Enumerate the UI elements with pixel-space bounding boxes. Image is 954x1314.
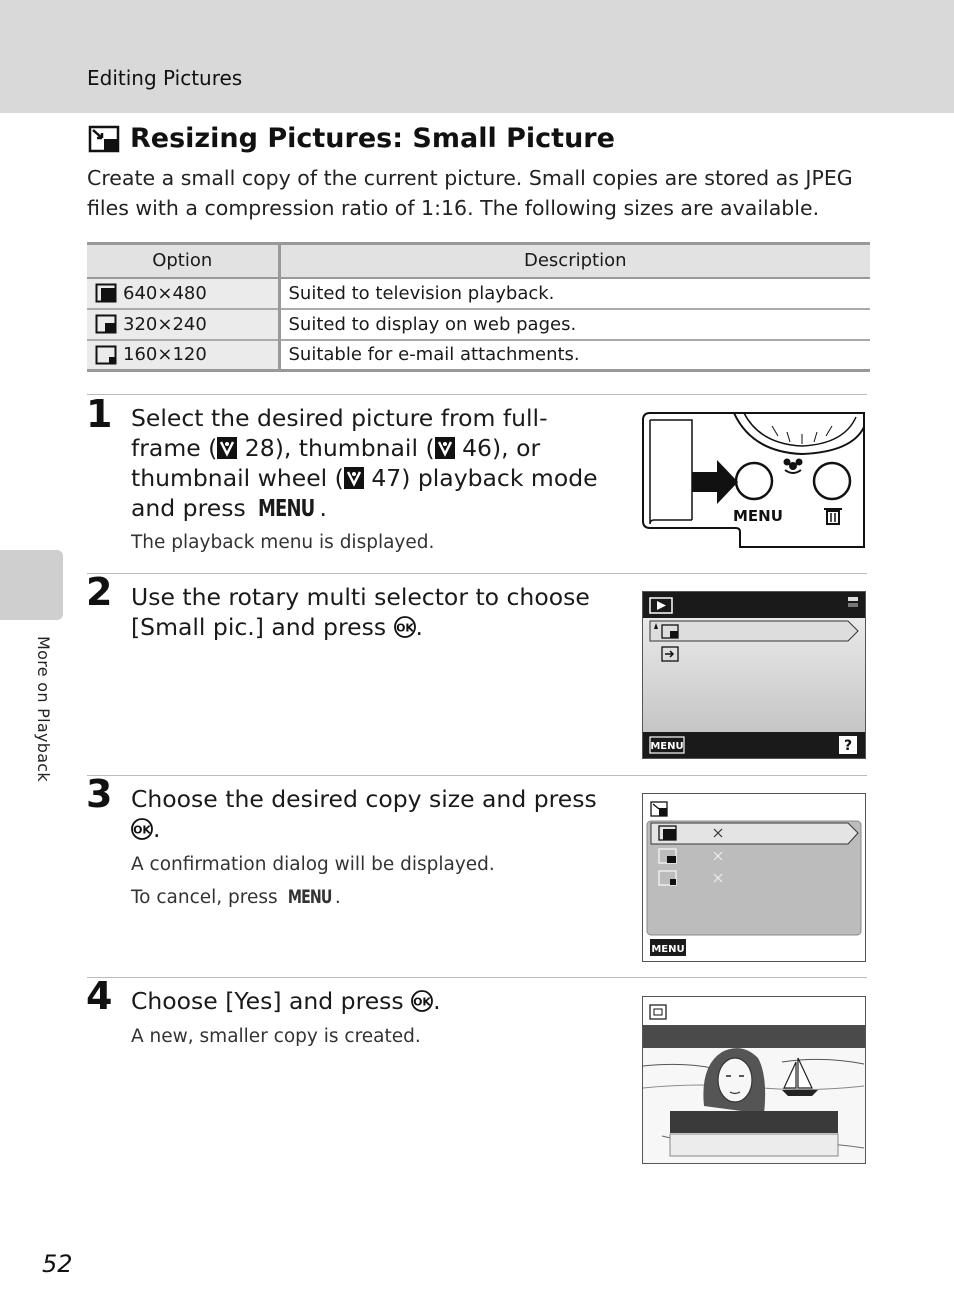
size-selection-screen: [642, 793, 866, 962]
step-text: .: [319, 494, 328, 522]
description-cell: Suitable for e-mail attachments.: [279, 340, 870, 371]
table-header-row: [87, 244, 870, 278]
size-large-icon: [95, 283, 117, 303]
svg-text:OK: OK: [133, 823, 151, 837]
step-text: Choose [Yes] and press: [131, 987, 412, 1015]
section-header: Editing Pictures: [87, 66, 243, 90]
column-header-option: Option: [87, 244, 279, 278]
size-options-table: [87, 242, 870, 372]
step-text: .: [433, 987, 441, 1015]
ok-button-icon: [131, 818, 153, 840]
svg-text:MENU: MENU: [650, 741, 684, 752]
step-text: 46), or thumbnail wheel (: [131, 434, 541, 492]
step-text: 28), thumbnail (: [237, 434, 435, 462]
menu-button-glyph: MENU: [287, 887, 332, 908]
option-label: 640×480: [123, 282, 207, 304]
step-text: Use the rotary multi selector to choose [Small pic.] and press: [131, 583, 590, 641]
svg-text:OK: OK: [395, 621, 414, 635]
column-header-description: Description: [279, 244, 870, 278]
page-title: Resizing Pictures: Small Picture: [130, 123, 615, 154]
step-text: To cancel, press: [131, 887, 284, 908]
page-number: 52: [42, 1250, 73, 1278]
page-reference-icon: [344, 467, 364, 489]
description-cell: Suited to display on web pages.: [279, 309, 870, 340]
step-number: 4: [86, 974, 113, 1018]
step-divider: [87, 775, 867, 776]
header-band: [0, 0, 954, 113]
step-3-instruction: [131, 784, 611, 844]
step-divider: [87, 573, 867, 574]
small-picture-icon: [88, 125, 120, 153]
table-row: [87, 340, 870, 371]
step-divider: [87, 394, 867, 395]
step-3-cancel-note: [131, 885, 341, 911]
option-cell: [87, 340, 279, 371]
step-3-note: A confirmation dialog will be displayed.: [131, 854, 495, 875]
ok-button-icon: [411, 990, 433, 1012]
camera-back-illustration: [642, 412, 866, 550]
step-4-instruction: [131, 986, 611, 1016]
menu-button-glyph: MENU: [258, 494, 315, 522]
svg-text:OK: OK: [413, 995, 432, 1009]
option-label: 160×120: [123, 344, 207, 366]
playback-menu-screen: [642, 591, 866, 759]
intro-paragraph: Create a small copy of the current picture. Small copies are stored as JPEG files with a compression ratio of 1:16. The following sizes are available.: [87, 166, 853, 220]
page-reference-icon: [435, 437, 455, 459]
step-number: 1: [86, 392, 113, 436]
title-row: [88, 123, 615, 154]
step-1-instruction: [131, 403, 611, 523]
size-small-icon: [95, 345, 117, 365]
confirmation-screen: [642, 996, 866, 1164]
page-reference-icon: [217, 437, 237, 459]
step-number: 2: [86, 570, 113, 614]
option-cell: [87, 309, 279, 340]
step-1-note: The playback menu is displayed.: [131, 532, 435, 553]
step-text: Select the desired picture from full-frame (: [131, 404, 548, 462]
step-text: .: [153, 815, 161, 843]
step-2-instruction: [131, 582, 611, 642]
help-icon: [839, 736, 857, 754]
option-label: 320×240: [123, 313, 207, 335]
step-number: 3: [86, 772, 113, 816]
option-cell: [87, 278, 279, 309]
ok-button-icon: [394, 616, 416, 638]
svg-text:MENU: MENU: [651, 944, 685, 955]
step-text: .: [334, 887, 341, 908]
svg-text:?: ?: [843, 738, 853, 754]
description-cell: Suited to television playback.: [279, 278, 870, 309]
step-4-note: A new, smaller copy is created.: [131, 1026, 421, 1047]
menu-icon: [650, 939, 686, 956]
camera-menu-label: MENU: [733, 507, 783, 525]
table-row: [87, 278, 870, 309]
table-row: [87, 309, 870, 340]
side-tab: [0, 550, 63, 620]
step-divider: [87, 977, 867, 978]
side-label: More on Playback: [34, 636, 53, 782]
step-text: Choose the desired copy size and press: [131, 785, 597, 813]
size-medium-icon: [95, 314, 117, 334]
step-text: .: [415, 613, 424, 641]
step-text: 47) playback mode and press: [131, 464, 598, 522]
